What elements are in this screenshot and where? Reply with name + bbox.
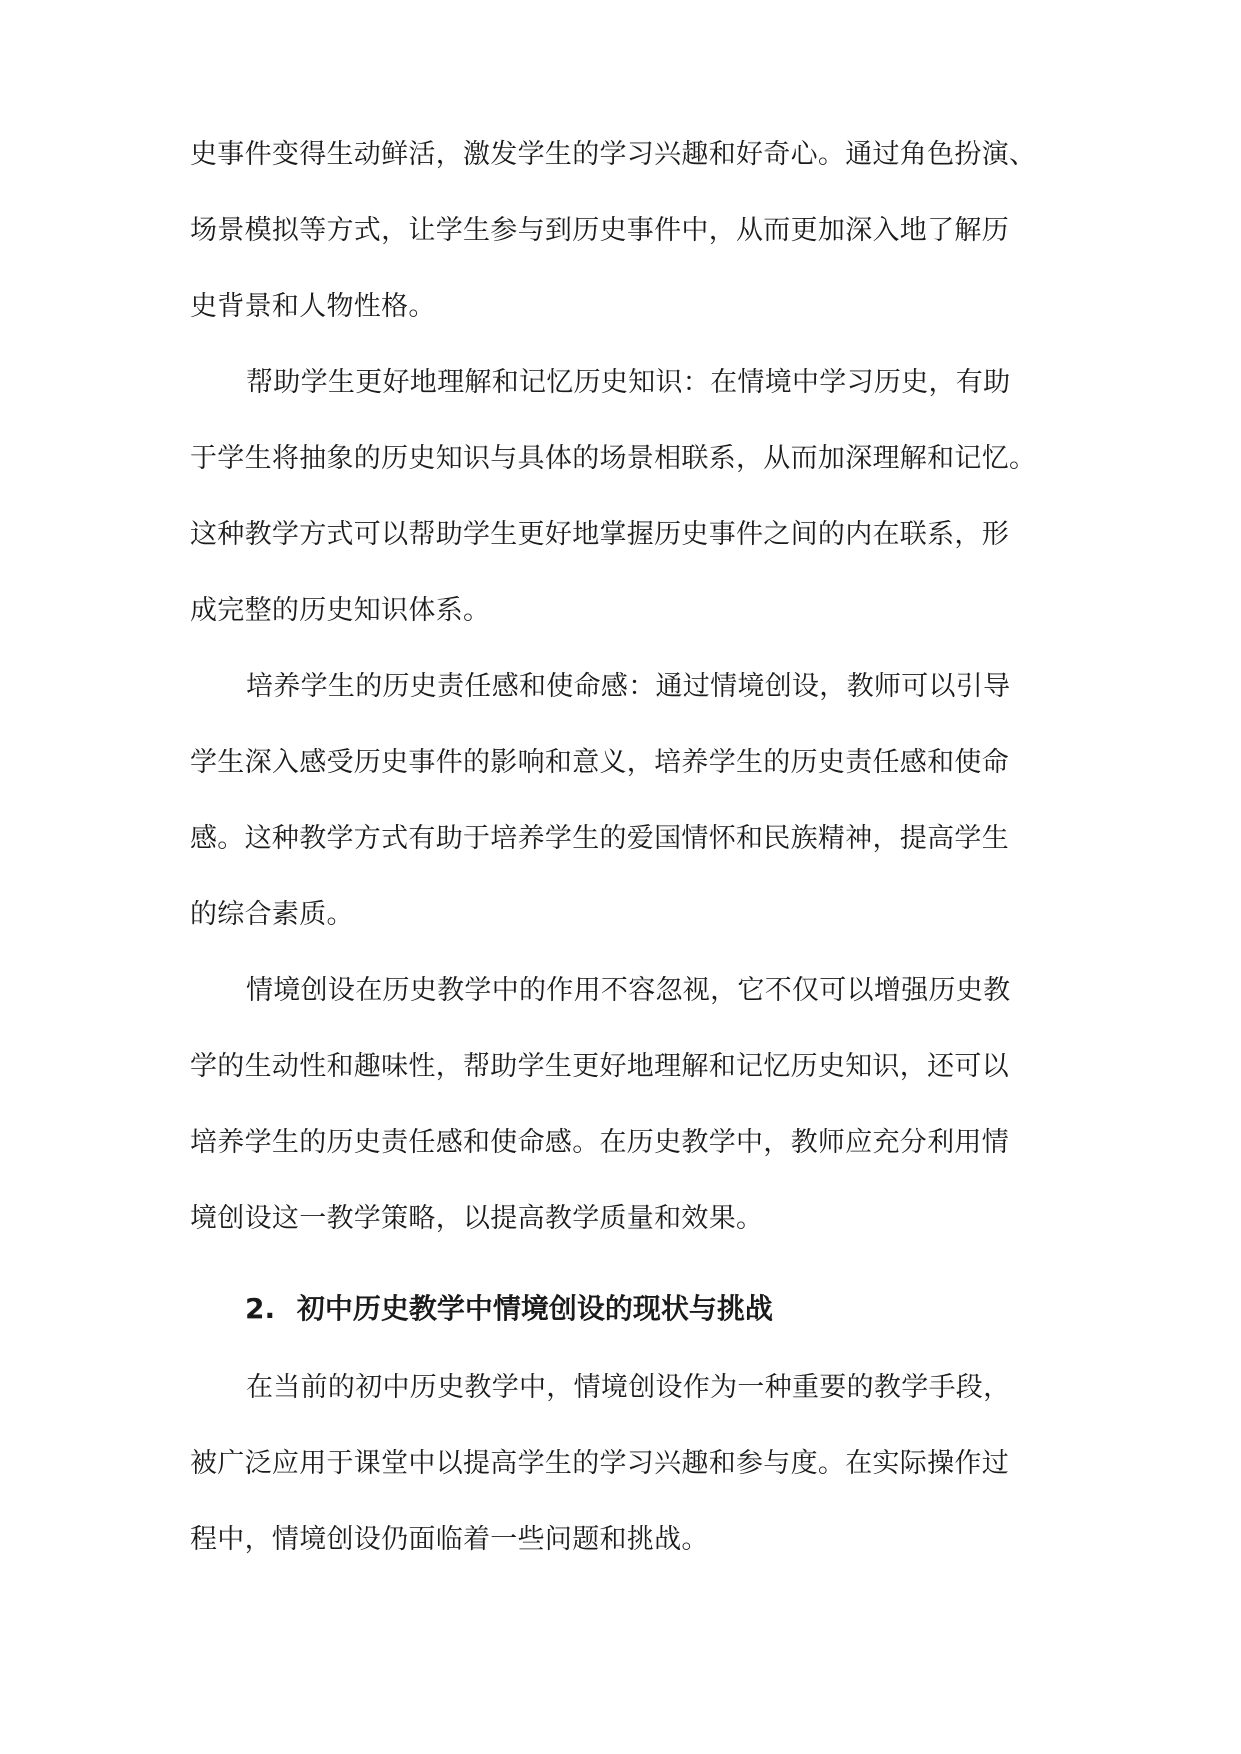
paragraph-line: 的综合素质。 bbox=[190, 899, 354, 930]
paragraph-line: 培养学生的历史责任感和使命感：通过情境创设，教师可以引导 bbox=[246, 671, 1011, 702]
paragraph-line: 史背景和人物性格。 bbox=[190, 291, 436, 322]
paragraph-line: 史事件变得生动鲜活，激发学生的学习兴趣和好奇心。通过角色扮演、 bbox=[190, 139, 1037, 170]
paragraph-line: 被广泛应用于课堂中以提高学生的学习兴趣和参与度。在实际操作过 bbox=[190, 1448, 1009, 1479]
paragraph-line: 于学生将抽象的历史知识与具体的场景相联系，从而加深理解和记忆。 bbox=[190, 443, 1037, 474]
paragraph-line: 帮助学生更好地理解和记忆历史知识：在情境中学习历史，有助 bbox=[246, 367, 1011, 398]
paragraph-line: 在当前的初中历史教学中，情境创设作为一种重要的教学手段， bbox=[246, 1372, 1011, 1403]
paragraph-line: 情境创设在历史教学中的作用不容忽视，它不仅可以增强历史教 bbox=[246, 975, 1011, 1006]
paragraph-line: 学的生动性和趣味性，帮助学生更好地理解和记忆历史知识，还可以 bbox=[190, 1051, 1009, 1082]
paragraph-line: 成完整的历史知识体系。 bbox=[190, 595, 491, 626]
paragraph-line: 场景模拟等方式，让学生参与到历史事件中，从而更加深入地了解历 bbox=[190, 215, 1009, 246]
paragraph-line: 境创设这一教学策略，以提高教学质量和效果。 bbox=[190, 1203, 764, 1234]
section-number: 2. bbox=[245, 1292, 276, 1325]
paragraph-line: 这种教学方式可以帮助学生更好地掌握历史事件之间的内在联系，形 bbox=[190, 519, 1009, 550]
paragraph-line: 学生深入感受历史事件的影响和意义，培养学生的历史责任感和使命 bbox=[190, 747, 1009, 778]
section-title: 初中历史教学中情境创设的现状与挑战 bbox=[296, 1292, 773, 1325]
section-heading bbox=[245, 1291, 773, 1327]
paragraph-line: 感。这种教学方式有助于培养学生的爱国情怀和民族精神，提高学生 bbox=[190, 823, 1009, 854]
paragraph-line: 培养学生的历史责任感和使命感。在历史教学中，教师应充分利用情 bbox=[190, 1127, 1009, 1158]
paragraph-line: 程中，情境创设仍面临着一些问题和挑战。 bbox=[190, 1524, 709, 1555]
